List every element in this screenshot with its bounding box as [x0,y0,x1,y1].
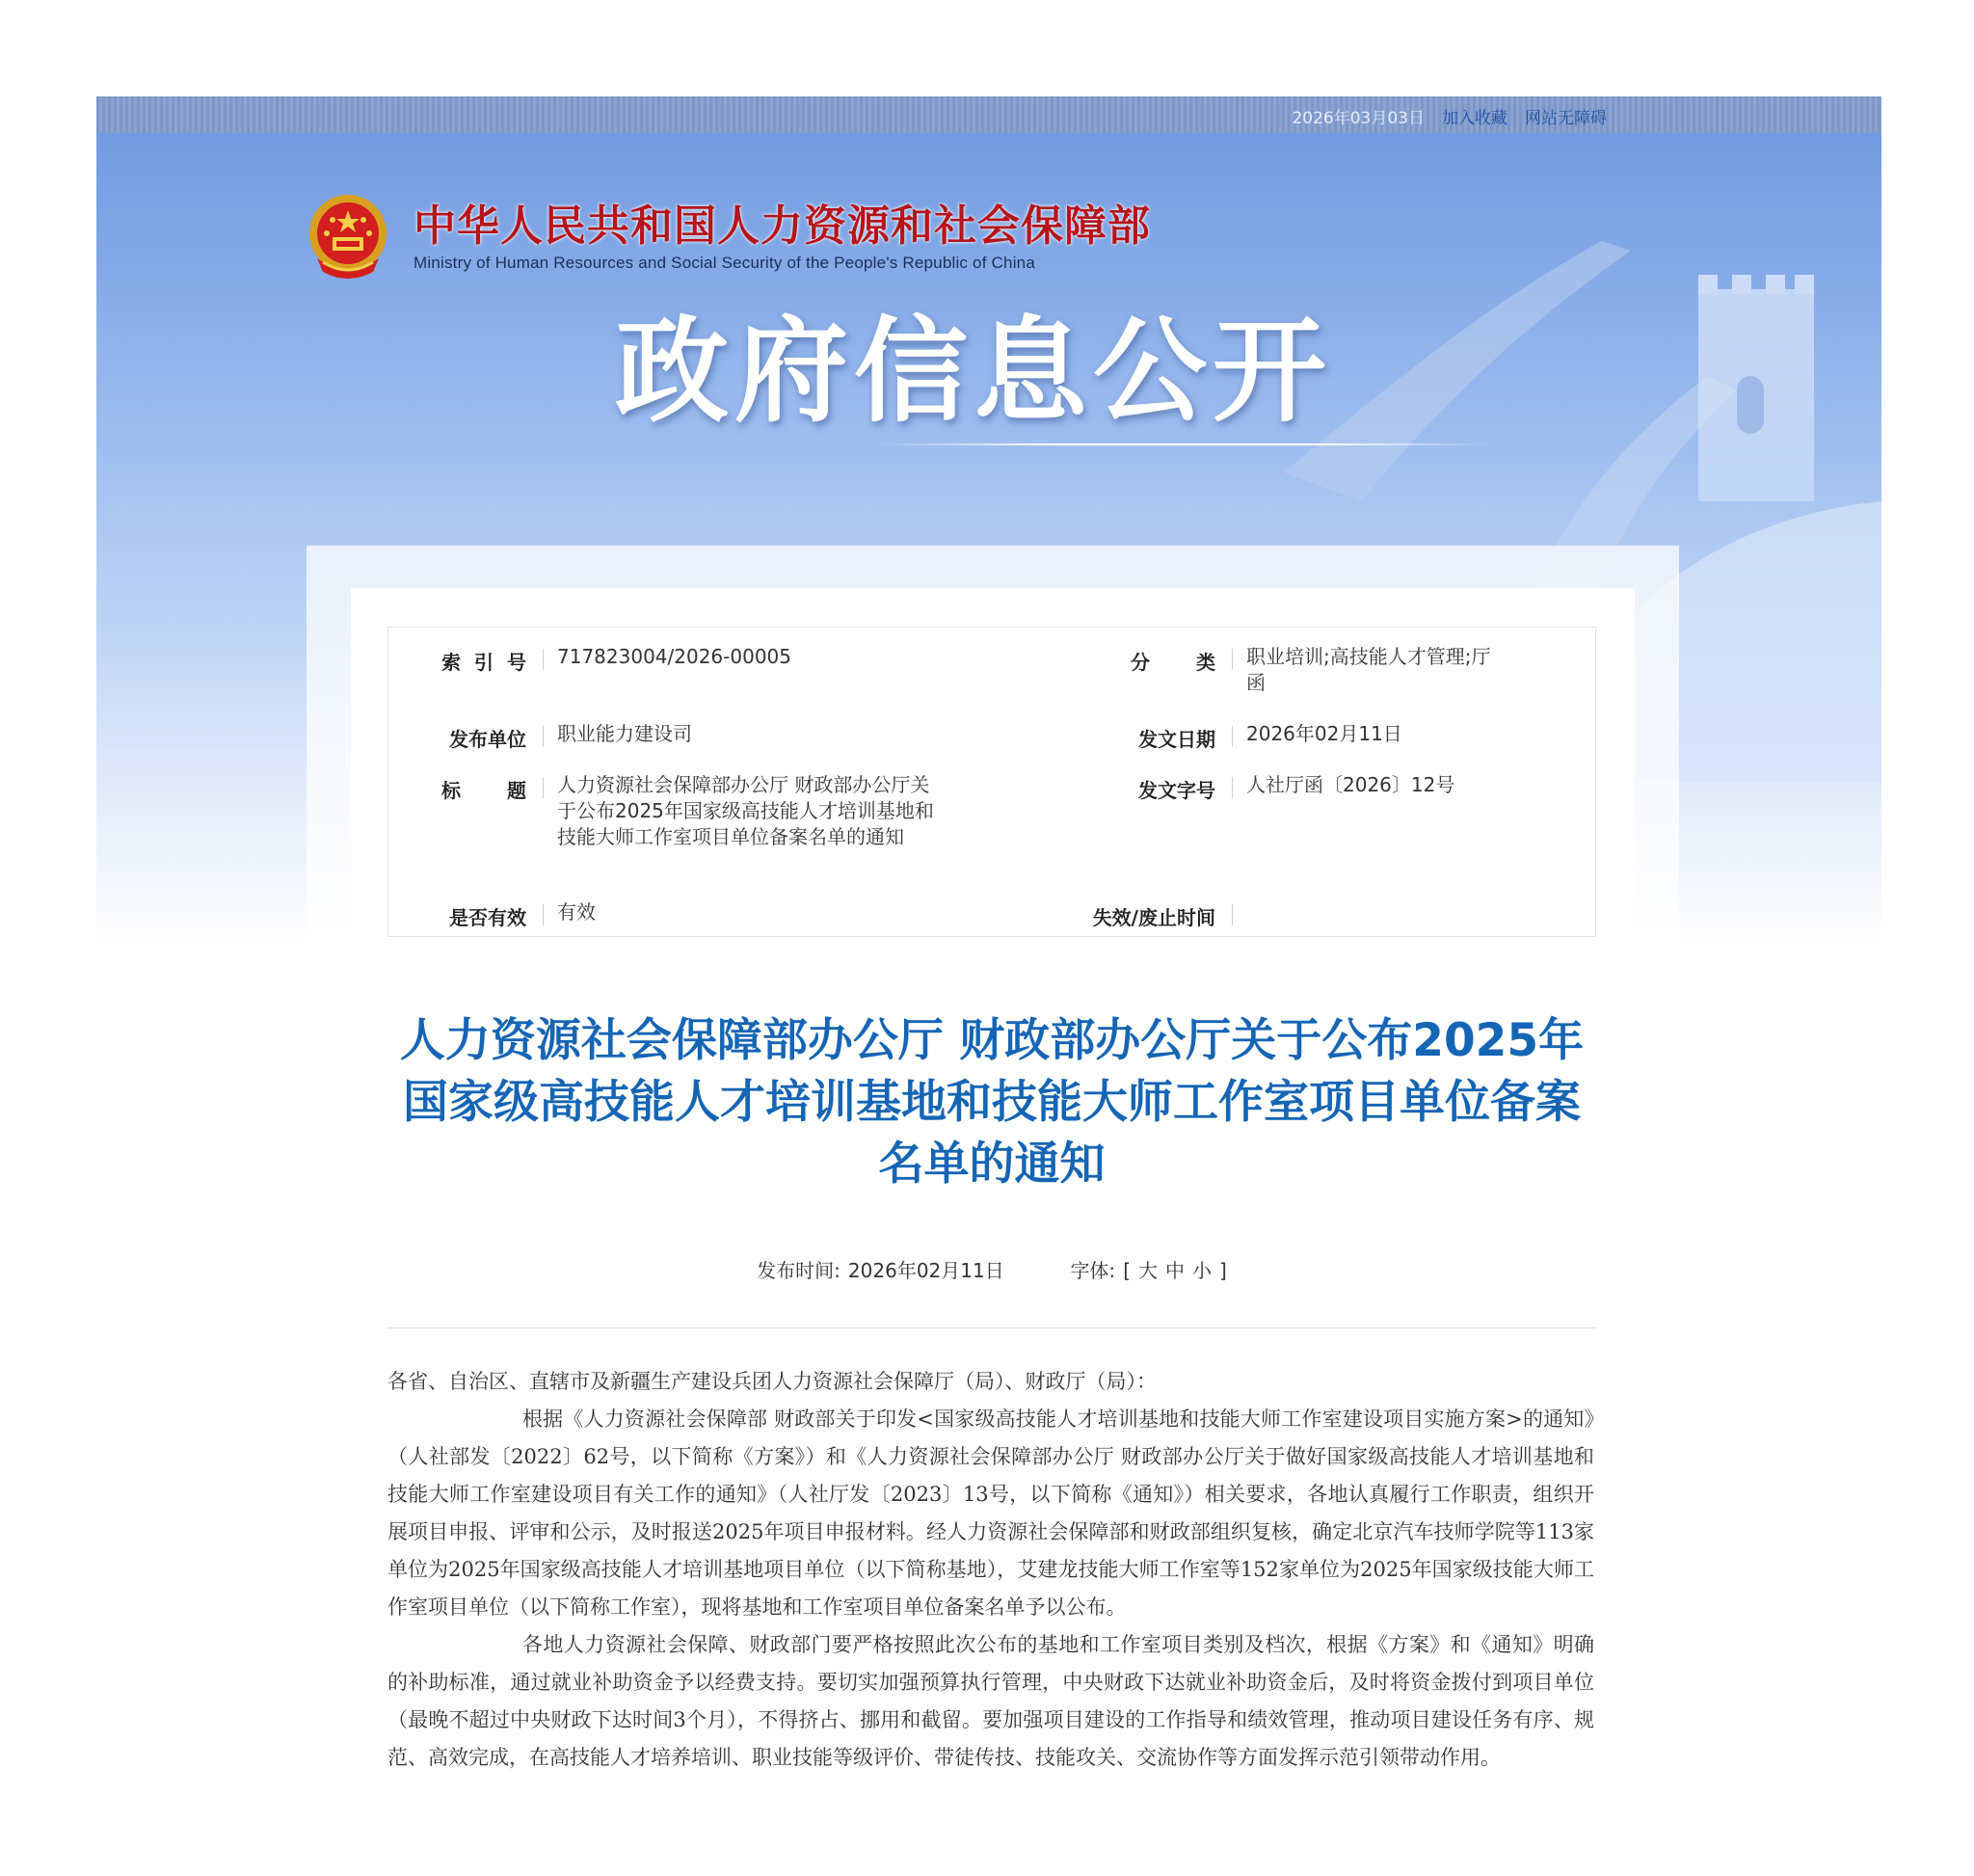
category-value: 职业培训;高技能人才管理;厅函 [1246,645,1491,694]
meta-separator [543,726,544,747]
accessibility-link[interactable]: 网站无障碍 [1525,109,1607,128]
banner-divider [875,443,1492,445]
body-paragraph: 根据《人力资源社会保障部 财政部关于印发<国家级高技能人才培训基地和技能大师工作室建设项目实施方案>的通知》（人社部发〔2022〕62号，以下简称《方案》）和《人力资源社会保障部办公厅 财政部办公厅关于做好国家级高技能人才培训基地和技能大师工作室建设项目有关工作的通知》（人社厅发〔2023〕13号，以下简称《通知》）相关要求，各地认真履行工作职责，组织开展项目申报、评审和公示，及时报送2025年项目申报材料。经人力资源社会保障部和财政部组织复核，确定北京汽车技师学院等113家单位为2025年国家级高技能人才培训基地项目单位（以下简称基地），艾建龙技能大师工作室等152家单位为2025年国家级技能大师工作室项目单位（以下简称工作室），现将基地和工作室项目单位备案名单予以公布。 [387,1407,1594,1619]
publish-time-value: 2026年02月11日 [847,1259,1004,1282]
title-label: 标 题 [441,779,526,802]
top-utility-bar [96,96,1881,133]
meta-separator [1232,904,1233,925]
publisher-value: 职业能力建设司 [557,722,692,745]
font-size-bracket-open: [ [1123,1259,1131,1282]
font-size-bracket-close: ] [1219,1259,1227,1282]
meta-separator [543,649,544,670]
publisher-label: 发布单位 [449,728,526,751]
font-small-button[interactable]: 小 [1192,1259,1212,1282]
issue-date-label: 发文日期 [1138,728,1215,751]
top-utility-links [1292,104,1607,128]
index-number-value: 717823004/2026-00005 [557,645,791,668]
document-number-value: 人社厅函〔2026〕12号 [1246,773,1455,796]
title-value: 人力资源社会保障部办公厅 财政部办公厅关于公布2025年国家级高技能人才培训基地和技能大师工作室项目单位备案名单的通知 [557,773,934,848]
meta-separator [1232,777,1233,798]
meta-separator [543,904,544,925]
salutation: 各省、自治区、直辖市及新疆生产建设兵团人力资源社会保障厅（局）、财政厅（局）： [387,1370,1157,1393]
publish-info [387,1255,1596,1283]
meta-separator [1232,649,1233,670]
section-title: 政府信息公开 [615,305,1333,438]
ministry-branding [304,191,1151,283]
font-size-label: 字体: [1070,1259,1116,1282]
current-date: 2026年03月03日 [1292,109,1425,128]
validity-value: 有效 [557,900,596,924]
article-body [387,1363,1594,1777]
expiry-time-label: 失效/废止时间 [1092,906,1215,929]
national-emblem-icon [304,191,392,283]
font-large-button[interactable]: 大 [1138,1259,1158,1282]
publish-time-label: 发布时间: [757,1259,840,1282]
content-divider [387,1327,1596,1328]
index-number-label: 索 引 号 [441,651,526,674]
font-medium-button[interactable]: 中 [1165,1259,1185,1282]
add-favorite-link[interactable]: 加入收藏 [1442,109,1507,128]
issue-date-value: 2026年02月11日 [1246,722,1402,745]
ministry-name-chinese: 中华人民共和国人力资源和社会保障部 [413,201,1151,251]
document-metadata-table [387,627,1596,937]
meta-separator [543,777,544,798]
validity-label: 是否有效 [449,906,526,929]
document-number-label: 发文字号 [1138,779,1215,802]
ministry-name-english: Ministry of Human Resources and Social Security of the People's Republic of China [413,254,1035,272]
category-label: 分 类 [1131,651,1215,674]
article-title: 人力资源社会保障部办公厅 财政部办公厅关于公布2025年国家级高技能人才培训基地和技能大师工作室项目单位备案名单的通知 [399,1014,1585,1191]
body-paragraph: 各地人力资源社会保障、财政部门要严格按照此次公布的基地和工作室项目类别及档次，根据《方案》和《通知》明确的补助标准，通过就业补助资金予以经费支持。要切实加强预算执行管理，中央财政下达就业补助资金后，及时将资金拨付到项目单位（最晚不超过中央财政下达时间3个月），不得挤占、挪用和截留。要加强项目建设的工作指导和绩效管理，推动项目建设任务有序、规范、高效完成，在高技能人才培养培训、职业技能等级评价、带徒传技、技能攻关、交流协作等方面发挥示范引领带动作用。 [387,1633,1594,1769]
meta-separator [1232,726,1233,747]
